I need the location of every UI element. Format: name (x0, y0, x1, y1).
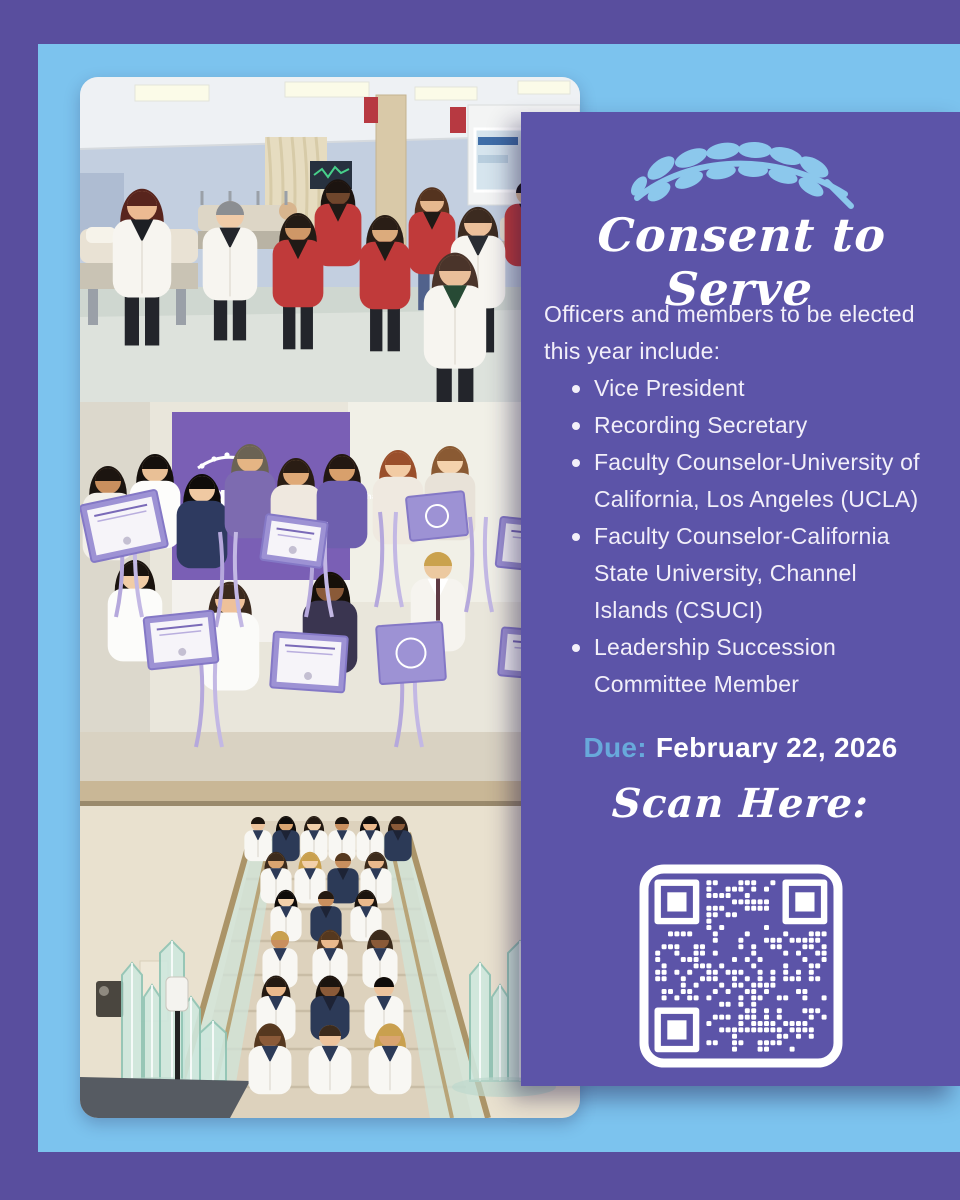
intro-line: this year include: (544, 338, 721, 364)
bullet-icon (572, 533, 580, 541)
photo-collage (80, 77, 580, 1118)
list-item-label: Faculty Counselor-California (594, 523, 890, 549)
list-item-label: Committee Member (594, 671, 800, 697)
list-item (544, 407, 948, 444)
bullet-icon (572, 459, 580, 467)
list-item-label: Vice President (594, 375, 745, 401)
bullet-icon (572, 385, 580, 393)
list-item-label: California, Los Angeles (UCLA) (594, 486, 919, 512)
photo-sim-lab-group (80, 77, 580, 402)
list-item-label: State University, Channel (594, 560, 857, 586)
page-title: Consent to Serve (596, 208, 888, 316)
list-item (544, 370, 948, 407)
laurel-branch-icon (521, 130, 960, 214)
list-item-label: Leadership Succession (594, 634, 837, 660)
bullet-icon (572, 422, 580, 430)
bullet-icon (572, 644, 580, 652)
list-item (544, 518, 948, 629)
photo-staircase-group (80, 781, 580, 1118)
election-roles-list (544, 370, 948, 703)
list-item-label: Islands (CSUCI) (594, 597, 764, 623)
scan-here-label: Scan Here: (610, 780, 871, 827)
info-panel (521, 112, 960, 1086)
intro-text (544, 296, 948, 370)
due-label: Due: (583, 732, 647, 763)
qr-code (639, 864, 843, 1068)
list-item-label: Recording Secretary (594, 412, 808, 438)
due-date-value: February 22, 2026 (655, 732, 898, 763)
intro-line: Officers and members to be elected (544, 301, 915, 327)
photo-induction-ceremony (80, 402, 580, 781)
list-item (544, 629, 948, 703)
list-item-label: Faculty Counselor-University of (594, 449, 920, 475)
list-item (544, 444, 948, 518)
due-date-line (521, 732, 960, 764)
